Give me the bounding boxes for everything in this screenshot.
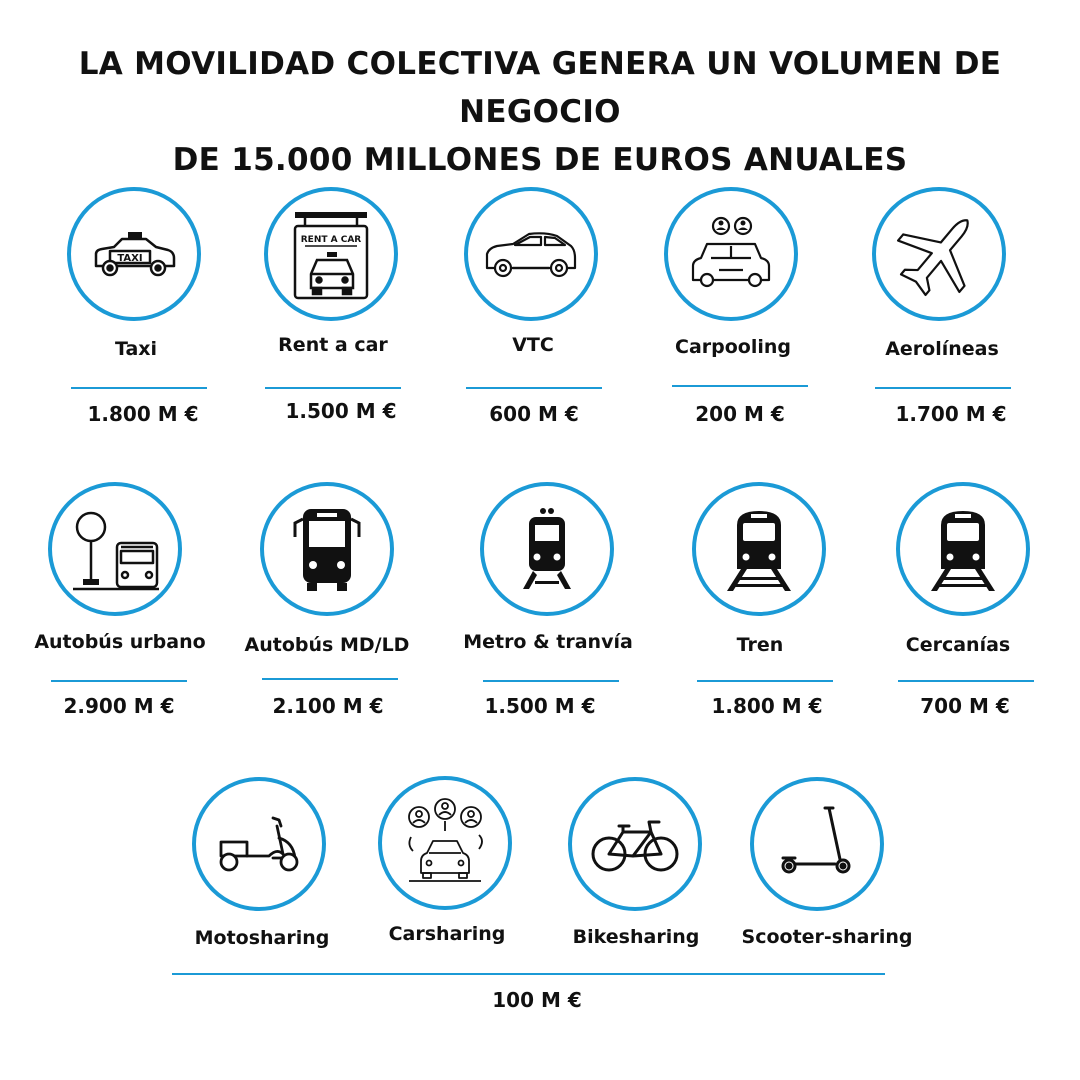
airplane-icon bbox=[893, 208, 985, 300]
cercanias-circle bbox=[896, 482, 1030, 616]
metro-tranvia-divider bbox=[483, 680, 619, 682]
aerolineas-divider bbox=[875, 387, 1011, 389]
aerolineas-label: Aerolíneas bbox=[885, 338, 999, 360]
title-line-2: DE 15.000 MILLONES DE EUROS ANUALES bbox=[172, 142, 908, 178]
motosharing-circle bbox=[192, 777, 326, 911]
rent-a-car-circle bbox=[264, 187, 398, 321]
vtc-circle bbox=[464, 187, 598, 321]
cercanias-label: Cercanías bbox=[905, 634, 1011, 656]
tren-divider bbox=[697, 680, 833, 682]
rent-a-car-value: 1.500 M € bbox=[285, 399, 397, 423]
commuter-train-icon bbox=[917, 503, 1009, 595]
autobus-urbano-label: Autobús urbano bbox=[34, 631, 206, 653]
metro-tranvia-circle bbox=[480, 482, 614, 616]
scooter-sharing-circle bbox=[750, 777, 884, 911]
scooter-sharing-label: Scooter-sharing bbox=[741, 926, 913, 948]
taxi-icon bbox=[88, 208, 180, 300]
bicycle-icon bbox=[589, 798, 681, 890]
aerolineas-value: 1.700 M € bbox=[895, 402, 1007, 426]
taxi-divider bbox=[71, 387, 207, 389]
car-icon bbox=[485, 208, 577, 300]
autobus-md-ld-value: 2.100 M € bbox=[272, 694, 384, 718]
autobus-md-ld-label: Autobús MD/LD bbox=[244, 634, 410, 656]
cercanias-divider bbox=[898, 680, 1034, 682]
vtc-divider bbox=[466, 387, 602, 389]
autobus-md-ld-circle bbox=[260, 482, 394, 616]
sharing-divider bbox=[172, 973, 885, 975]
carsharing-circle bbox=[378, 776, 512, 910]
taxi-value: 1.800 M € bbox=[87, 402, 199, 426]
kick-scooter-icon bbox=[771, 798, 863, 890]
tren-circle bbox=[692, 482, 826, 616]
carsharing-icon bbox=[399, 797, 491, 889]
tren-value: 1.800 M € bbox=[711, 694, 823, 718]
taxi-label: Taxi bbox=[114, 338, 158, 360]
aerolineas-circle bbox=[872, 187, 1006, 321]
autobus-md-ld-divider bbox=[262, 678, 398, 680]
vtc-value: 600 M € bbox=[489, 402, 579, 426]
carpooling-divider bbox=[672, 385, 808, 387]
bus-stop-icon bbox=[69, 503, 161, 595]
vtc-label: VTC bbox=[512, 334, 554, 356]
rent-a-car-divider bbox=[265, 387, 401, 389]
autobus-urbano-divider bbox=[51, 680, 187, 682]
autobus-urbano-value: 2.900 M € bbox=[63, 694, 175, 718]
carpooling-label: Carpooling bbox=[675, 336, 791, 358]
bikesharing-label: Bikesharing bbox=[572, 926, 700, 948]
autobus-urbano-circle bbox=[48, 482, 182, 616]
bus-icon bbox=[281, 503, 373, 595]
rent-a-car-label: Rent a car bbox=[278, 334, 388, 356]
train-icon bbox=[713, 503, 805, 595]
taxi-circle bbox=[67, 187, 201, 321]
carpooling-icon bbox=[685, 208, 777, 300]
title-line-1: LA MOVILIDAD COLECTIVA GENERA UN VOLUMEN DE NEGOCIO bbox=[78, 46, 1002, 130]
rent-a-car-icon bbox=[285, 208, 377, 300]
carpooling-value: 200 M € bbox=[695, 402, 785, 426]
motosharing-label: Motosharing bbox=[194, 927, 330, 949]
svg-text:TAXI: TAXI bbox=[117, 253, 143, 264]
metro-tranvia-label: Metro & tranvía bbox=[463, 631, 633, 653]
page-title bbox=[0, 40, 1080, 184]
scooter-icon bbox=[213, 798, 305, 890]
svg-text:RENT A CAR: RENT A CAR bbox=[300, 235, 362, 245]
carsharing-label: Carsharing bbox=[388, 923, 506, 945]
tram-icon bbox=[501, 503, 593, 595]
tren-label: Tren bbox=[736, 634, 784, 656]
cercanias-value: 700 M € bbox=[920, 694, 1010, 718]
sharing-value: 100 M € bbox=[492, 988, 582, 1012]
metro-tranvia-value: 1.500 M € bbox=[484, 694, 596, 718]
bikesharing-circle bbox=[568, 777, 702, 911]
carpooling-circle bbox=[664, 187, 798, 321]
